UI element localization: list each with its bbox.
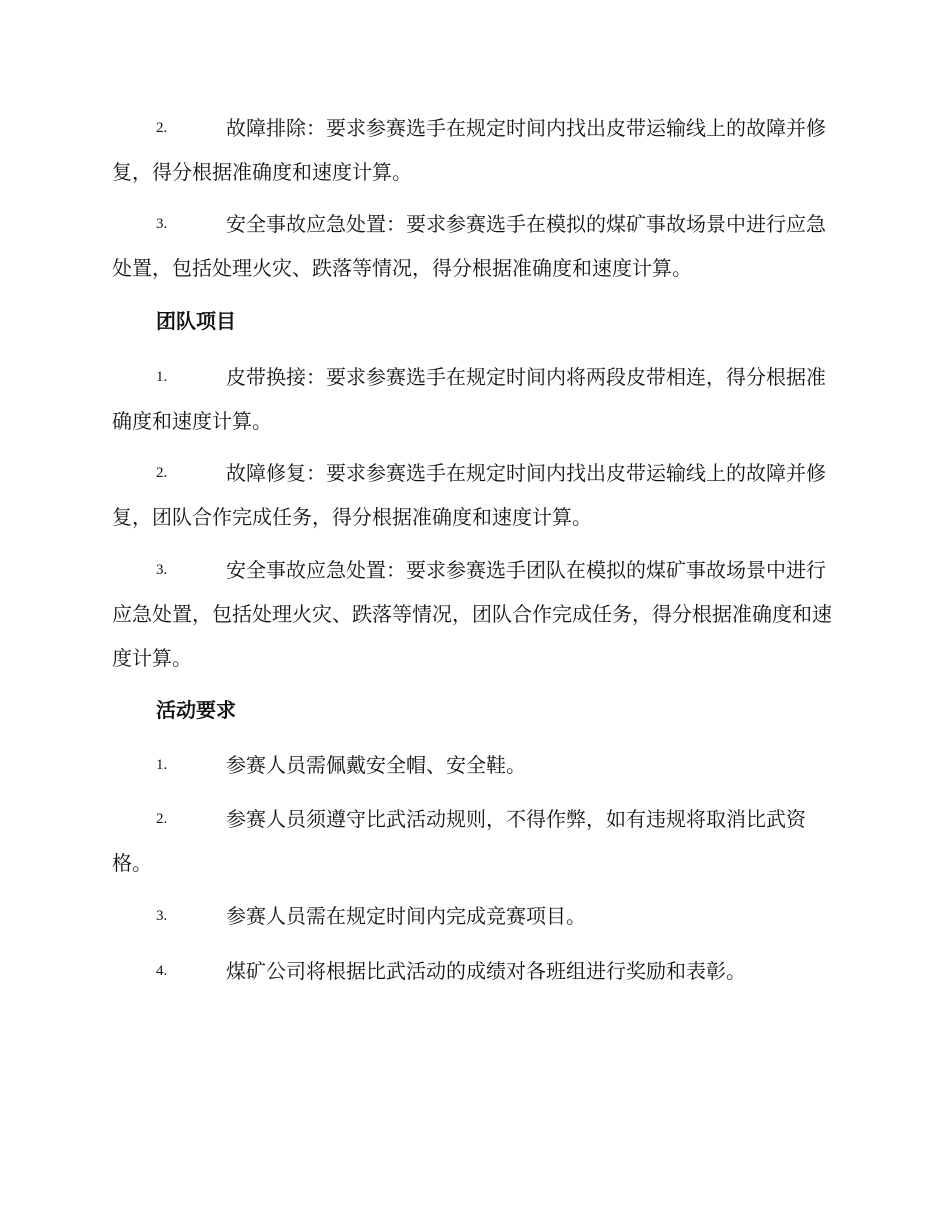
list-item	[112, 743, 834, 787]
list-text: 参赛人员需在规定时间内完成竞赛项目。	[226, 904, 586, 928]
list-number: 3.	[156, 216, 168, 232]
list-item	[112, 106, 834, 194]
list-text: 安全事故应急处置：要求参赛选手团队在模拟的煤矿事故场景中进行应急处置，包括处理火灾、跌落等情况，团队合作完成任务，得分根据准确度和速度计算。	[112, 558, 832, 670]
list-number: 1.	[156, 757, 168, 773]
list-item	[112, 797, 834, 885]
list-item	[112, 949, 834, 993]
list-item	[112, 355, 834, 443]
list-text: 参赛人员须遵守比武活动规则，不得作弊，如有违规将取消比武资格。	[112, 807, 806, 875]
list-number: 3.	[156, 908, 168, 924]
list-item	[112, 451, 834, 539]
list-text: 故障排除：要求参赛选手在规定时间内找出皮带运输线上的故障并修复，得分根据准确度和速度计算。	[112, 116, 826, 184]
list-text: 煤矿公司将根据比武活动的成绩对各班组进行奖励和表彰。	[226, 959, 746, 983]
list-number: 2.	[156, 811, 168, 827]
list-number: 1.	[156, 369, 168, 385]
list-number: 2.	[156, 465, 168, 481]
list-item	[112, 548, 834, 680]
list-item	[112, 202, 834, 290]
list-text: 安全事故应急处置：要求参赛选手在模拟的煤矿事故场景中进行应急处置，包括处理火灾、跌落等情况，得分根据准确度和速度计算。	[112, 212, 826, 280]
list-text: 故障修复：要求参赛选手在规定时间内找出皮带运输线上的故障并修复，团队合作完成任务，得分根据准确度和速度计算。	[112, 461, 826, 529]
list-number: 3.	[156, 562, 168, 578]
list-number: 2.	[156, 120, 168, 136]
list-text: 参赛人员需佩戴安全帽、安全鞋。	[226, 753, 526, 777]
list-item	[112, 894, 834, 938]
section-heading-requirements: 活动要求	[156, 698, 236, 722]
list-number: 4.	[156, 963, 168, 979]
section-heading-team: 团队项目	[156, 309, 236, 333]
list-text: 皮带换接：要求参赛选手在规定时间内将两段皮带相连，得分根据准确度和速度计算。	[112, 365, 826, 433]
